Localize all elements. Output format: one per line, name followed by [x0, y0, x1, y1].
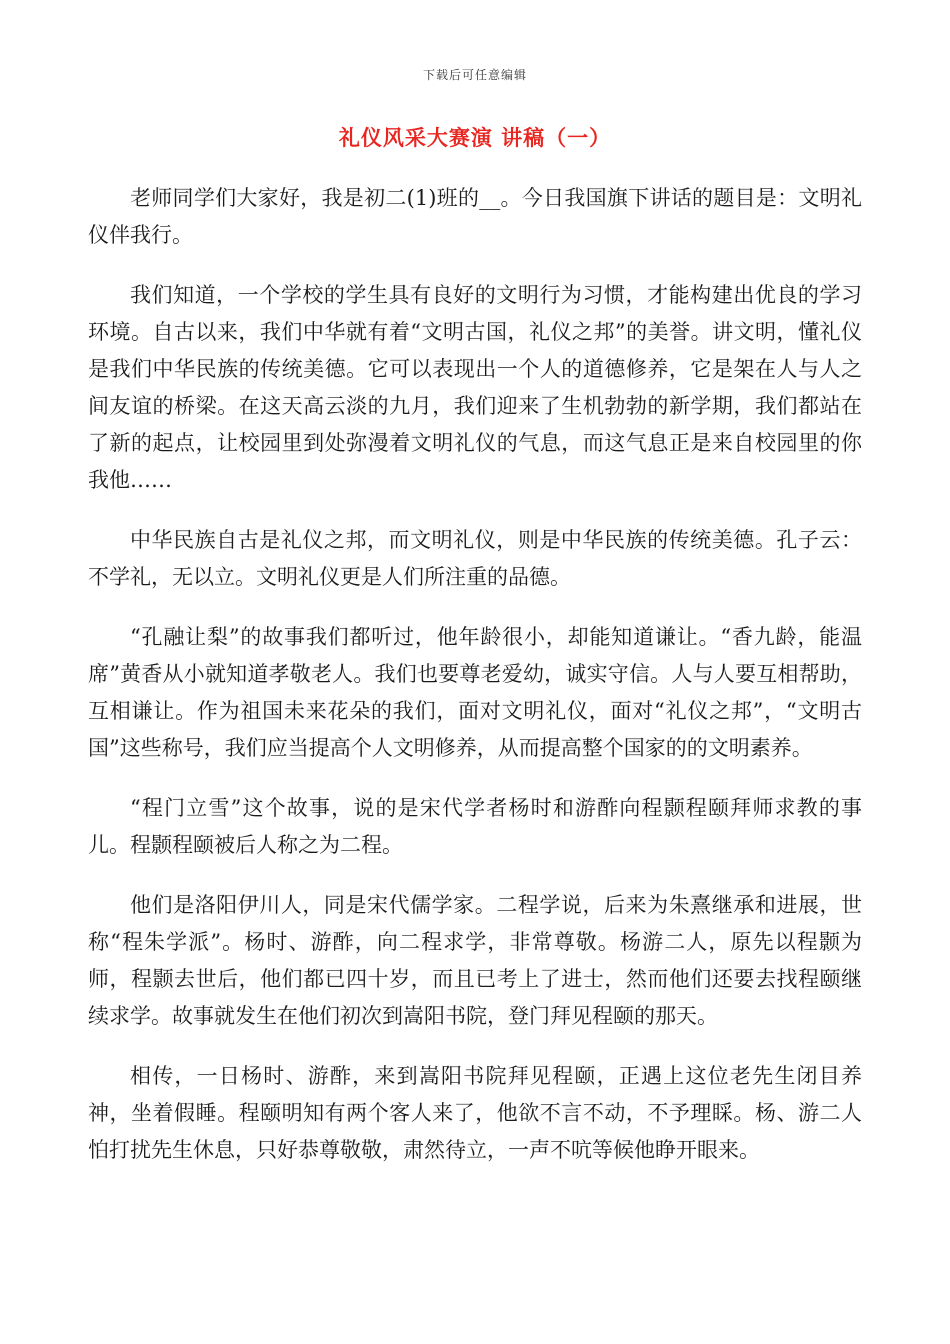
paragraph-3: 中华民族自古是礼仪之邦，而文明礼仪，则是中华民族的传统美德。孔子云：不学礼，无以立。文明礼仪更是人们所注重的品德。	[88, 528, 862, 589]
paragraph-4: “孔融让梨”的故事我们都听过，他年龄很小，却能知道谦让。“香九龄，能温席”黄香从小就知道孝敬老人。我们也要尊老爱幼，诚实守信。人与人要互相帮助，互相谦让。作为祖国未来花朵的我们，面对文明礼仪，面对“礼仪之邦”，“文明古国”这些称号，我们应当提高个人文明修养，从而提高整个国家的的文明素养。	[88, 625, 862, 760]
paragraph-7: 相传，一日杨时、游酢，来到嵩阳书院拜见程颐，正遇上这位老先生闭目养神，坐着假睡。程颐明知有两个客人来了，他欲不言不动，不予理睬。杨、游二人怕打扰先生休息，只好恭尊敬敬，肃然待立，一声不吭等候他睁开眼来。	[88, 1064, 862, 1162]
paragraph-2: 我们知道，一个学校的学生具有良好的文明行为习惯，才能构建出优良的学习环境。自古以来，我们中华就有着“文明古国，礼仪之邦”的美誉。讲文明，懂礼仪是我们中华民族的传统美德。它可以表现出一个人的道德修养，它是架在人与人之间友谊的桥梁。在这天高云淡的九月，我们迎来了生机勃勃的新学期，我们都站在了新的起点，让校园里到处弥漫着文明礼仪的气息，而这气息正是来自校园里的你我他……	[88, 283, 862, 492]
paragraph-6: 他们是洛阳伊川人，同是宋代儒学家。二程学说，后来为朱熹继承和进展，世称“程朱学派”。杨时、游酢，向二程求学，非常尊敬。杨游二人，原先以程颢为师，程颢去世后，他们都已四十岁，而且已考上了进士，然而他们还要去找程颐继续求学。故事就发生在他们初次到嵩阳书院，登门拜见程颐的那天。	[88, 893, 862, 1028]
paragraph-5: “程门立雪”这个故事，说的是宋代学者杨时和游酢向程颢程颐拜师求教的事儿。程颢程颐被后人称之为二程。	[88, 796, 862, 857]
header-note: 下载后可任意编辑	[422, 68, 527, 82]
document-body	[88, 180, 862, 1192]
paragraph-1: 老师同学们大家好，我是初二(1)班的__。今日我国旗下讲话的题目是：文明礼仪伴我行。	[88, 186, 862, 247]
document-title: 礼仪风采大赛演 讲稿（一）	[338, 125, 612, 150]
